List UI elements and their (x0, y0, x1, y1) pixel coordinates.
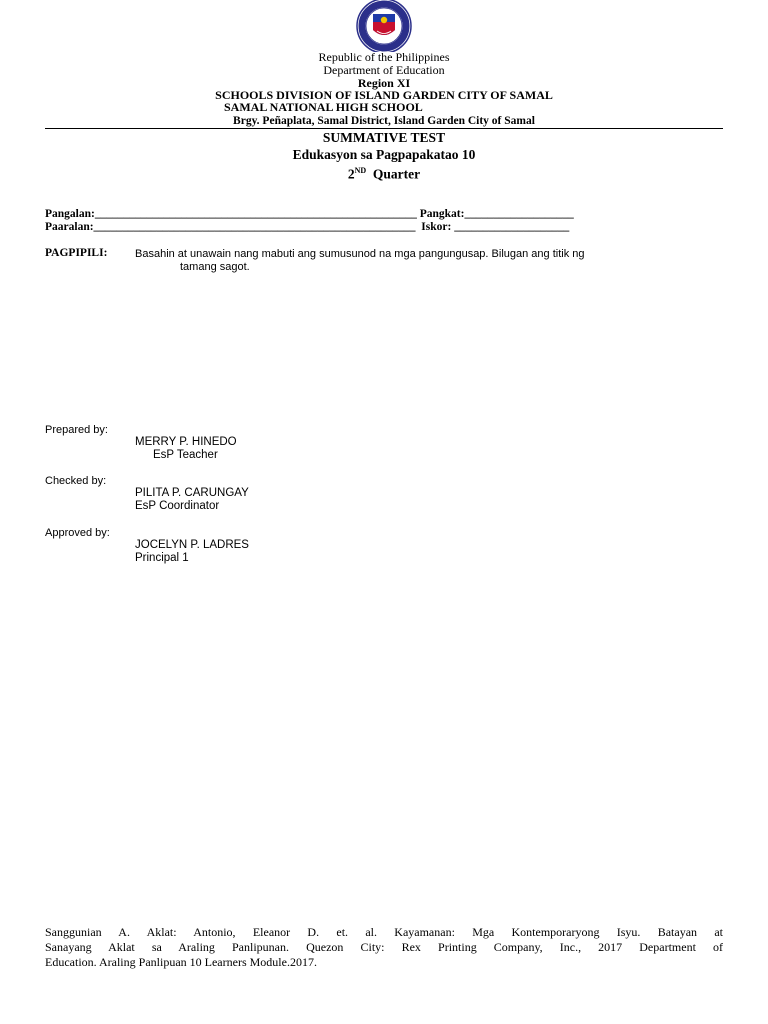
prepared-by-role: EsP Teacher (153, 449, 218, 461)
header-department: Department of Education (323, 63, 445, 77)
field-row-school-score: Paaralan:________________________________________________________ Iskor: ____________________ (45, 221, 570, 233)
checked-by-label: Checked by: (45, 475, 107, 487)
header-republic: Republic of the Philippines (318, 50, 450, 64)
approved-by-label: Approved by: (45, 527, 110, 539)
reference-line2: Sanayang Aklat sa Araling Panlipunan. Quezon City: Rex Printing Company, Inc., 2017 Department of (45, 940, 723, 954)
subject-title: Edukasyon sa Pagpapakatao 10 (292, 147, 476, 162)
quarter-title (0, 163, 768, 183)
field-row-name-section: Pangalan:________________________________________________________ Pangkat:___________________ (45, 208, 574, 220)
reference-line3: Education. Araling Panlipuan 10 Learners Module.2017. (45, 955, 317, 969)
quarter-superscript: ND (354, 166, 367, 175)
prepared-by-label: Prepared by: (45, 424, 108, 436)
checked-by-name: PILITA P. CARUNGAY (135, 487, 249, 499)
approved-by-role: Principal 1 (135, 552, 189, 564)
instruction-text-line2: tamang sagot. (180, 261, 250, 273)
checked-by-role: EsP Coordinator (135, 500, 220, 512)
header-school: SAMAL NATIONAL HIGH SCHOOL (224, 100, 423, 114)
approved-by-name: JOCELYN P. LADRES (135, 539, 249, 551)
instruction-text-line1: Basahin at unawain nang mabuti ang sumusunod na mga pangungusap. Bilugan ang titik ng (135, 248, 585, 260)
quarter-word: Quarter (372, 166, 421, 182)
instruction-label: PAGPIPILI: (45, 247, 108, 259)
header-region: Region XI (357, 76, 411, 90)
quarter-number: 2 (347, 166, 355, 182)
reference-line1: Sanggunian A. Aklat: Antonio, Eleanor D. et. al. Kayamanan: Mga Kontemporaryong Isyu. Batayan at (45, 925, 723, 939)
test-title: SUMMATIVE TEST (322, 130, 446, 145)
header-address: Brgy. Peñaplata, Samal District, Island Garden City of Samal (233, 115, 535, 127)
deped-seal-logo (347, 0, 421, 52)
header-division: SCHOOLS DIVISION OF ISLAND GARDEN CITY OF SAMAL (215, 88, 553, 102)
header-divider (45, 128, 723, 129)
prepared-by-name: MERRY P. HINEDO (135, 436, 237, 448)
